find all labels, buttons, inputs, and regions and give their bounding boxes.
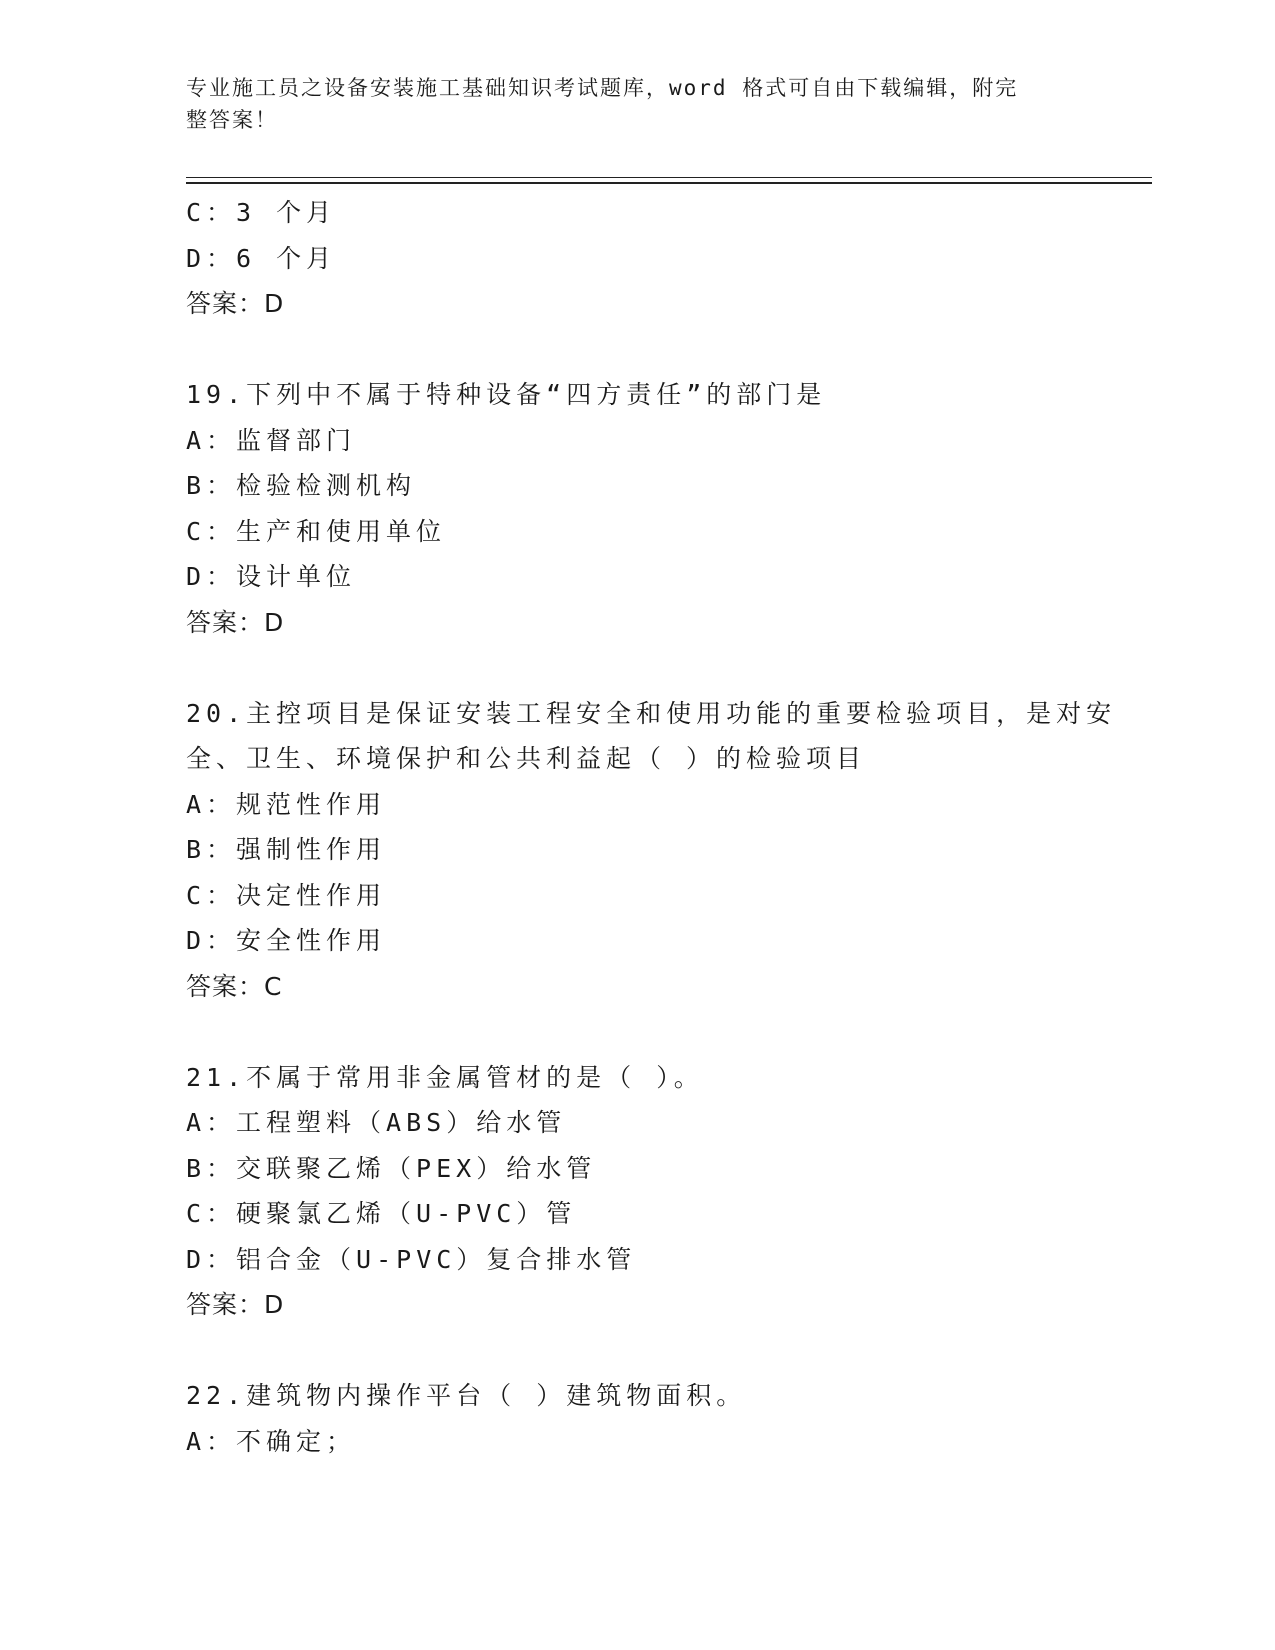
question-text-line-1: 20.主控项目是保证安装工程安全和使用功能的重要检验项目，是对安 (186, 698, 1117, 728)
header-divider-thick (186, 182, 1152, 184)
option-c: C：决定性作用 (186, 880, 387, 910)
question-19 (186, 372, 1086, 645)
question-text: 22.建筑物内操作平台（ ）建筑物面积。 (186, 1381, 747, 1410)
prev-question (186, 190, 1086, 327)
question-22 (186, 1373, 1086, 1464)
option-c: C：3 个月 (186, 198, 337, 227)
spacer (186, 1009, 1086, 1055)
header-line-2: 整答案！ (186, 108, 278, 132)
question-text-line-2: 全、卫生、环境保护和公共利益起（ ）的检验项目 (186, 744, 867, 773)
option-c: C：硬聚氯乙烯（U-PVC）管 (186, 1199, 577, 1228)
question-20 (186, 691, 1117, 1010)
answer: 答案：D (186, 289, 285, 318)
option-c: C：生产和使用单位 (186, 516, 447, 546)
question-text: 19.下列中不属于特种设备“四方责任”的部门是 (186, 380, 827, 409)
spacer (186, 327, 1086, 373)
spacer (186, 1328, 1086, 1374)
option-d: D：6 个月 (186, 243, 337, 273)
document-body (186, 190, 1117, 1464)
question-21 (186, 1055, 1086, 1328)
header-divider-thin (186, 177, 1152, 178)
option-b: B：强制性作用 (186, 835, 387, 864)
answer: 答案：D (186, 607, 285, 637)
option-d: D：安全性作用 (186, 926, 387, 955)
option-a: A：工程塑料（ABS）给水管 (186, 1108, 567, 1137)
option-b: B：检验检测机构 (186, 471, 417, 500)
header-line-1: 专业施工员之设备安装施工基础知识考试题库，word 格式可自由下载编辑，附完 (186, 76, 1019, 100)
document-header (186, 72, 1066, 136)
option-d: D：设计单位 (186, 562, 357, 591)
answer: 答案：C (186, 971, 283, 1001)
option-a: A：不确定； (186, 1426, 357, 1456)
option-a: A：监督部门 (186, 425, 357, 455)
question-text: 21.不属于常用非金属管材的是（ ）。 (186, 1062, 704, 1092)
option-d: D：铝合金（U-PVC）复合排水管 (186, 1244, 637, 1274)
answer: 答案：D (186, 1290, 285, 1319)
spacer (186, 645, 1086, 691)
option-b: B：交联聚乙烯（PEX）给水管 (186, 1153, 597, 1183)
option-a: A：规范性作用 (186, 789, 387, 819)
